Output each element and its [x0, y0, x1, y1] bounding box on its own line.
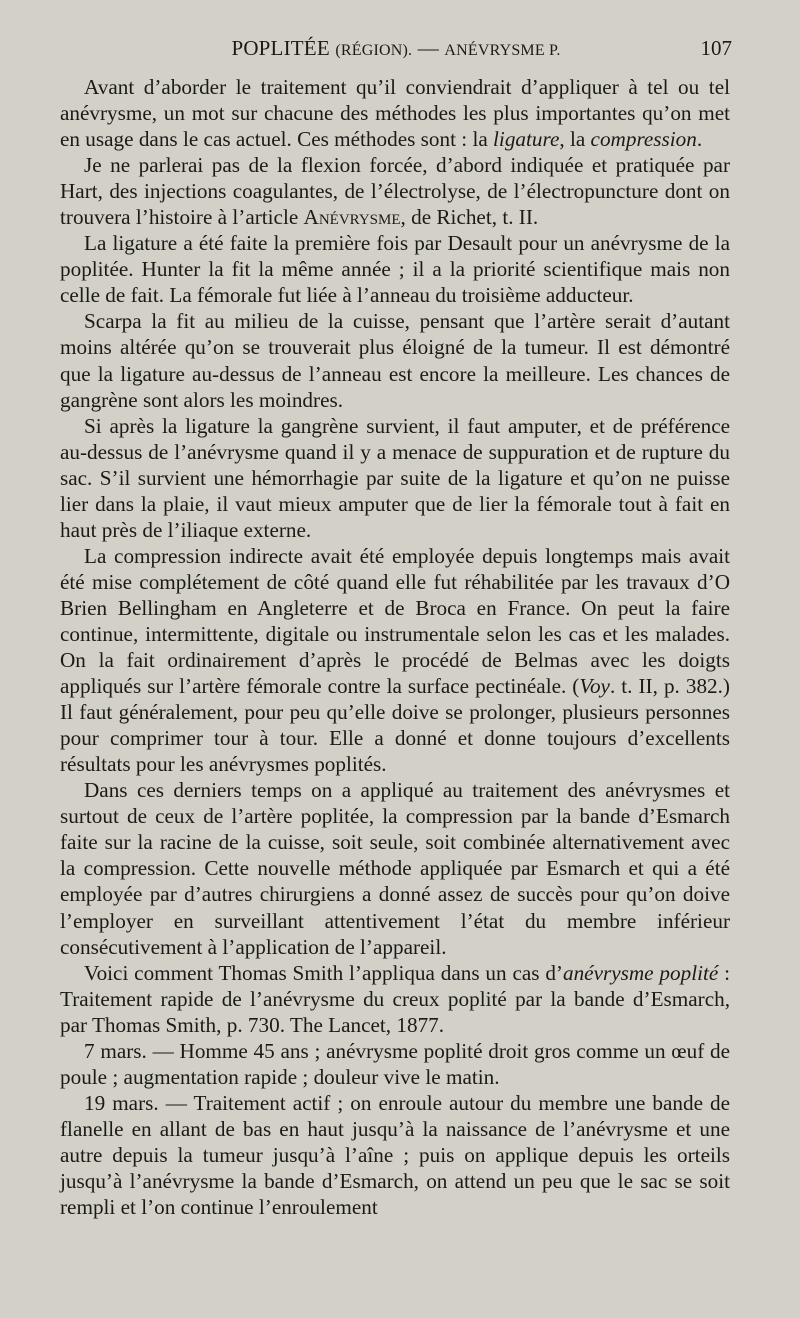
term-ligature: ligature	[493, 127, 560, 152]
page-number: 107	[700, 36, 732, 60]
paragraph-8-text-b: : Traitement rapide de l’anévrysme du creux poplité par la bande d’Esmarch, par Thomas Smith, p. 730. The Lancet, 1877.	[60, 960, 730, 1037]
paragraph-8-text-a: Voici comment Thomas Smith l’appliqua dans un cas d’	[84, 960, 563, 985]
running-title-region: (RÉGION).	[335, 42, 413, 59]
running-title-sub: ANÉVRYSME P.	[444, 42, 561, 59]
term-anevrysme-poplite: anévrysme poplité	[562, 960, 719, 985]
paragraph-10: 19 mars. — Traitement actif ; on enroule autour du membre une bande de flanelle en allant de bas en haut jusqu’à la naissance de l’anévrysme et une autre depuis la tumeur jusqu’à l’aîne ; puis on applique depuis les orteils jusqu’à l’anévrysme la bande d’Esmarch, on attend un peu que le sac se soit rempli et l’on continue l’enroulement	[60, 1090, 730, 1220]
paragraph-3: La ligature a été faite la première fois par Desault pour un anévrysme de la poplitée. Hunter la fit la même année ; il a la priorité scientifique mais non celle de fait. La fémorale fut liée à l’anneau du troisième adducteur.	[60, 231, 730, 308]
paragraph-5: Si après la ligature la gangrène survient, il faut amputer, et de préférence au-dessus de l’anévrysme quand il y a menace de suppuration et de rupture du sac. S’il survient une hémorrhagie par suite de la ligature et qu’on ne puisse lier dans la plaie, il vaut mieux amputer que de lier la fémorale tout à fait en haut près de l’iliaque externe.	[60, 413, 730, 542]
paragraph-2-text-b: , de Richet, t. II.	[400, 205, 539, 230]
page-header	[60, 36, 732, 70]
paragraph-7: Dans ces derniers temps on a appliqué au traitement des anévrysmes et surtout de ceux de l’artère poplitée, la compression par la bande d’Esmarch faite sur la racine de la cuisse, soit seule, soit combinée alternativement avec la compression. Cette nouvelle méthode appliquée par Esmarch et qui a été employée par d’autres chirurgiens a donné assez de succès pour qu’on doive l’employer en surveillant attentivement l’état du membre inférieur consécutivement à l’application de l’appareil.	[60, 778, 730, 959]
term-compression: compression	[590, 127, 697, 152]
paragraph-8	[60, 960, 730, 1038]
cross-reference: Voy	[579, 674, 610, 699]
paragraph-9: 7 mars. — Homme 45 ans ; anévrysme poplité droit gros comme un œuf de poule ; augmentation rapide ; douleur vive le matin.	[60, 1038, 730, 1089]
paragraph-6-text-b: . t. II, p. 382.) Il faut généralement, pour peu qu’elle doive se prolonger, plusieurs personnes pour comprimer tour à tour. Elle a donné et donne toujours d’excellents résultats pour les anévrysmes poplités.	[60, 674, 730, 777]
paragraph-4: Scarpa la fit au milieu de la cuisse, pensant que l’artère serait d’autant moins altérée qu’on se trouverait plus éloigné de la tumeur. Il est démontré que la ligature au-dessus de l’anneau est encore la meilleure. Les chances de gangrène sont alors les moindres.	[60, 309, 730, 412]
paragraph-6-text-a: La compression indirecte avait été employée depuis longtemps mais avait été mise complétement de côté quand elle fut réhabilitée par les travaux d’O Brien Bellingham en Angleterre et de Broca en France. On peut la faire continue, intermittente, digitale ou instrumentale selon les cas et les malades. On la fait ordinairement d’après le procédé de Belmas avec les doigts appliqués sur l’artère fémorale contre la surface pectinéale. (	[60, 543, 730, 699]
paragraph-2-text-a: Je ne parlerai pas de la flexion forcée, d’abord indiquée et pratiquée par Hart, des injections coagulantes, de l’électrolyse, de l’électropuncture dont on trouvera l’histoire à l’article	[60, 153, 730, 230]
paragraph-1-text-c: .	[696, 127, 703, 152]
body-text	[60, 74, 730, 1220]
running-title-dash: —	[417, 36, 439, 60]
paragraph-6	[60, 543, 730, 777]
paragraph-1-text-a: Avant d’aborder le traitement qu’il conviendrait d’appliquer à tel ou tel anévrysme, un mot sur chacune des méthodes les plus importantes qu’on met en usage dans le cas actuel. Ces méthodes sont : la	[60, 75, 730, 152]
running-title-main: POPLITÉE	[231, 36, 330, 60]
paragraph-2	[60, 152, 730, 230]
paragraph-1	[60, 74, 730, 152]
paragraph-1-text-b: , la	[559, 127, 591, 152]
article-reference: Anévrysme	[303, 205, 401, 230]
running-title	[60, 36, 732, 61]
